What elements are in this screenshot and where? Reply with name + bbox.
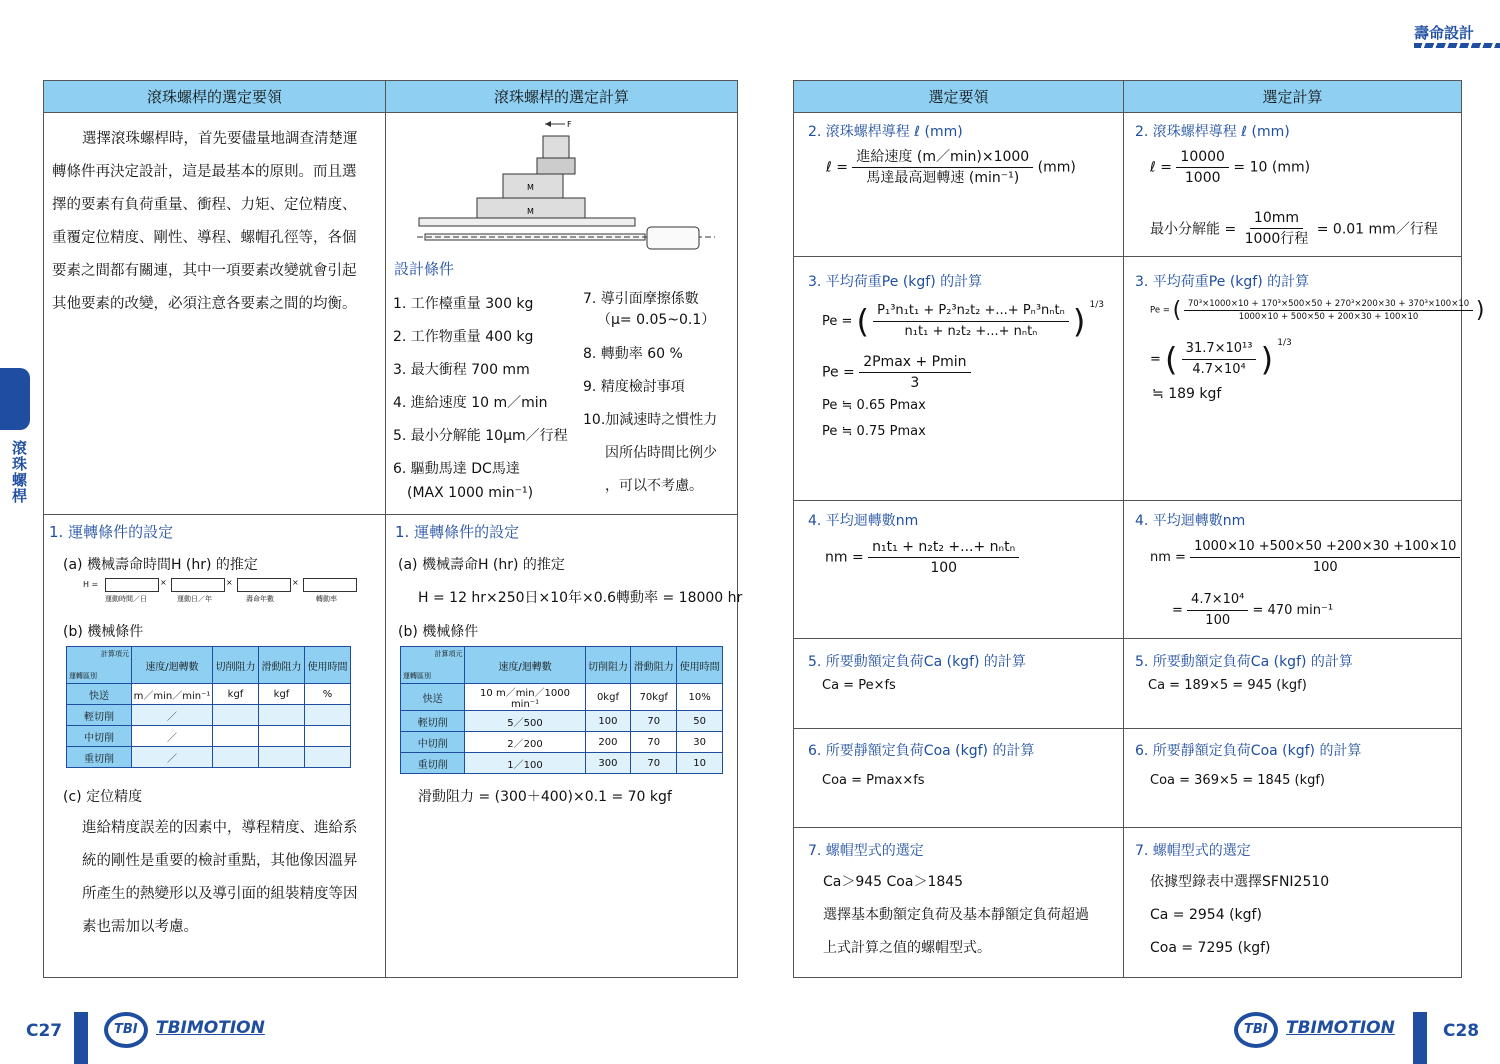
table-row (401, 711, 723, 732)
s6c-formula: Coa = 369×5 = 1845 (kgf) (1150, 773, 1326, 788)
intro-line: 要素之間都有關連，其中一項要素改變就會引起 (52, 263, 357, 279)
row-divider (793, 256, 1462, 257)
s1c-text (82, 812, 382, 944)
cell: % (305, 684, 351, 705)
s3c-title: 3. 平均荷重Pe (kgf) 的計算 (1135, 274, 1310, 290)
s5c-title: 5. 所要動額定負荷Ca (kgf) 的計算 (1135, 654, 1353, 670)
s5-title: 5. 所要動額定負荷Ca (kgf) 的計算 (808, 654, 1026, 670)
times: × (160, 578, 167, 587)
table-row (401, 684, 723, 711)
left-col1-header: 滾珠螺桿的選定要領 (43, 80, 386, 113)
fraction (868, 537, 1019, 578)
paren-right: ) (1260, 340, 1274, 379)
condition-item: 7. 導引面摩擦係數 (583, 291, 699, 307)
right-page-number: C28 (1443, 1021, 1480, 1041)
th-cut: 切削阻力 (213, 647, 259, 684)
denominator: 100 (930, 560, 958, 576)
box-label: 轉動率 (316, 595, 337, 603)
exponent: 1/3 (1277, 338, 1292, 348)
side-tab (0, 368, 30, 430)
table-row (67, 684, 351, 705)
condition-item: 6. 驅動馬達 DC馬達 (393, 461, 520, 477)
blank-box (303, 578, 357, 592)
table-row (401, 732, 723, 753)
cell (259, 747, 305, 768)
brand-name: TBIMOTION (1286, 1018, 1395, 1038)
table-row (67, 705, 351, 726)
formula-lhs: 最小分解能 = (1150, 221, 1237, 238)
numerator: 2Pmax + Pmin (859, 352, 970, 373)
condition-table-empty (66, 646, 351, 768)
table-row (401, 753, 723, 774)
cell: m／min／min⁻¹ (132, 684, 213, 705)
condition-item: 8. 轉動率 60 % (583, 346, 683, 362)
denominator: 馬達最高迴轉速 (min⁻¹) (866, 170, 1020, 186)
row-divider (793, 827, 1462, 828)
right-footer-bar (1413, 1012, 1427, 1064)
table-row (67, 747, 351, 768)
design-title: 設計條件 (394, 260, 455, 278)
intro-line: 其他要素的改變，必須注意各要素之間的均衡。 (52, 296, 357, 312)
guide-rail (419, 218, 635, 226)
denominator: 100 (1205, 613, 1231, 628)
cell (213, 705, 259, 726)
table-corner (67, 647, 132, 684)
paren-right: ) (1072, 302, 1086, 341)
cell (305, 705, 351, 726)
design-conditions-b (583, 288, 717, 503)
row-label: 快送 (67, 684, 132, 705)
table-corner (401, 647, 465, 684)
s3-formula1 (822, 300, 1104, 342)
s7c-title: 7. 螺帽型式的選定 (1135, 843, 1251, 859)
s7c-line: 依據型錄表中選擇SFNI2510 (1150, 874, 1330, 890)
numerator: 10mm (1250, 208, 1303, 229)
denominator: 100 (1312, 560, 1338, 575)
formula-lhs: H = (83, 580, 99, 589)
blank-box (105, 578, 159, 592)
cell: kgf (213, 684, 259, 705)
formula-lhs: ℓ = (826, 159, 848, 176)
paren-left: ( (1172, 298, 1182, 323)
s1c-line: 素也需加以考慮。 (82, 919, 198, 935)
fraction (1187, 590, 1248, 631)
fraction (1176, 147, 1229, 188)
denominator: 1000行程 (1244, 231, 1309, 247)
s3-formula2 (822, 352, 971, 393)
s5-formula: Ca = Pe×fs (822, 678, 896, 693)
s7-line: 上式計算之值的螺帽型式。 (823, 940, 991, 956)
s3c-formula2 (1150, 338, 1292, 380)
side-tab-label: 滾珠螺桿 (12, 439, 28, 505)
brand-name: TBIMOTION (156, 1018, 265, 1038)
s6-formula: Coa = Pmax×fs (822, 773, 925, 788)
cell: 10% (677, 684, 723, 711)
s7-line: 選擇基本動額定負荷及基本靜額定負荷超過 (823, 907, 1089, 923)
fraction (859, 352, 970, 393)
th-speed: 速度/迴轉數 (465, 647, 585, 684)
denominator: 3 (910, 375, 920, 391)
s7c-line: Ca = 2954 (kgf) (1150, 907, 1262, 923)
cell: kgf (259, 684, 305, 705)
fraction (873, 301, 1069, 342)
s4c-title: 4. 平均迴轉數nm (1135, 513, 1246, 529)
formula-rhs: = 10 (mm) (1233, 159, 1311, 176)
s4-title: 4. 平均迴轉數nm (808, 513, 919, 529)
header-stripes (1414, 43, 1500, 48)
condition-item: (MAX 1000 min⁻¹) (407, 485, 534, 501)
logo-mark: TBI (1244, 1022, 1268, 1037)
denominator: 1000×10 + 500×50 + 200×30 + 100×10 (1238, 312, 1419, 322)
condition-item: 5. 最小分解能 10μm／行程 (393, 428, 568, 444)
box-label: 壽命年數 (246, 595, 274, 603)
condition-item: ，可以不考慮。 (605, 478, 703, 494)
s2c-resolution (1150, 208, 1438, 249)
times: × (292, 578, 299, 587)
s3-title: 3. 平均荷重Pe (kgf) 的計算 (808, 274, 983, 290)
fraction (1190, 537, 1460, 578)
s5c-formula: Ca = 189×5 = 945 (kgf) (1148, 678, 1307, 693)
right-col2-header: 選定計算 (1123, 80, 1462, 113)
cell: 70 (631, 753, 677, 774)
s1c-title: (c) 定位精度 (63, 789, 143, 805)
s7c-lines (1150, 866, 1329, 965)
s1b-title: (b) 機械條件 (63, 624, 144, 640)
cell: 70 (631, 711, 677, 732)
s7c-line: Coa = 7295 (kgf) (1150, 940, 1271, 956)
spindle (543, 136, 569, 158)
formula-lhs: = (1150, 352, 1161, 367)
left-col2-header: 滾珠螺桿的選定計算 (385, 80, 738, 113)
blank-box (237, 578, 291, 592)
left-page-number: C27 (26, 1021, 63, 1041)
numerator: 1000×10 +500×50 +200×30 +100×10 (1190, 537, 1460, 558)
s1a-title: (a) 機械壽命時間H (hr) 的推定 (63, 557, 258, 573)
cell: 100 (585, 711, 631, 732)
corner-bottom: 運轉區別 (403, 672, 431, 680)
formula-rhs: = 470 min⁻¹ (1252, 603, 1334, 618)
c1-title: 1. 運轉條件的設定 (395, 523, 520, 541)
formula-lhs: Pe = (822, 364, 855, 381)
numerator: 31.7×10¹³ (1182, 339, 1257, 360)
s6c-title: 6. 所要靜額定負荷Coa (kgf) 的計算 (1135, 743, 1362, 759)
cell (259, 705, 305, 726)
c1a-title: (a) 機械壽命H (hr) 的推定 (398, 557, 565, 573)
cell (305, 726, 351, 747)
cell: 10 (677, 753, 723, 774)
s3c-result: ≒ 189 kgf (1152, 386, 1222, 402)
spindle-head (537, 158, 575, 174)
corner-bottom: 運轉區別 (69, 672, 97, 680)
cell: 50 (677, 711, 723, 732)
row-divider (793, 638, 1462, 639)
cell: 200 (585, 732, 631, 753)
numerator: P₁³n₁t₁ + P₂³n₂t₂ +...+ Pₙ³nₙtₙ (873, 301, 1069, 322)
cell: 70 (631, 732, 677, 753)
times: × (226, 578, 233, 587)
motor (647, 227, 699, 249)
s3c-formula1 (1150, 298, 1484, 323)
intro-paragraph (52, 123, 382, 321)
fraction (1182, 339, 1257, 380)
row-label: 快送 (401, 684, 465, 711)
row-label: 輕切削 (67, 705, 132, 726)
cell: 1／100 (465, 753, 585, 774)
cell (213, 726, 259, 747)
intro-line: 轉條件再決定設計，這是最基本的原則。而且選 (52, 164, 357, 180)
formula-lhs: Pe = (1150, 305, 1170, 316)
paren-left: ( (1165, 340, 1178, 379)
condition-item: 2. 工作物重量 400 kg (393, 329, 534, 345)
th-slide: 滑動阻力 (631, 647, 677, 684)
fraction (1184, 298, 1473, 323)
box-label: 運動時間／日 (105, 595, 147, 603)
mass-label: M (527, 183, 534, 192)
force-arrowhead (545, 121, 551, 127)
denominator: n₁t₁ + n₂t₂ +...+ nₙtₙ (904, 324, 1038, 339)
s3-approx: Pe ≒ 0.65 Pmax (822, 398, 926, 413)
condition-item: 4. 進給速度 10 m／min (393, 395, 548, 411)
cell: 300 (585, 753, 631, 774)
sliding-resistance: 滑動阻力 = (300＋400)×0.1 = 70 kgf (418, 789, 672, 805)
blank-box (171, 578, 225, 592)
s2c-formula (1150, 147, 1310, 188)
cell (305, 747, 351, 768)
left-logo (104, 1012, 274, 1052)
s7-line: Ca＞945 Coa＞1845 (823, 874, 964, 890)
condition-table-filled (400, 646, 723, 774)
th-speed: 速度/迴轉數 (132, 647, 213, 684)
row-label: 中切削 (401, 732, 465, 753)
s4c-formula (1150, 537, 1460, 578)
right-divider (1123, 112, 1124, 978)
s4c-result (1172, 590, 1333, 631)
s4-formula (825, 537, 1019, 578)
row-label: 重切削 (67, 747, 132, 768)
intro-line: 選擇滾珠螺桿時，首先要儘量地調查清楚運 (82, 131, 358, 147)
left-row-divider (43, 514, 738, 515)
intro-line: 重覆定位精度、剛性、導程、螺帽孔徑等，各個 (52, 230, 357, 246)
fraction (1241, 208, 1313, 249)
condition-item: 3. 最大衝程 700 mm (393, 362, 530, 378)
s2-formula (826, 147, 1076, 188)
row-label: 中切削 (67, 726, 132, 747)
formula-lhs: ℓ = (1150, 159, 1172, 176)
paren-right: ) (1475, 298, 1485, 323)
formula-unit: (mm) (1037, 159, 1076, 176)
force-label: F (567, 120, 572, 129)
cell: ／ (132, 705, 213, 726)
corner-top: 計算項元 (101, 650, 129, 658)
numerator: n₁t₁ + n₂t₂ +...+ nₙtₙ (868, 537, 1019, 558)
condition-item: 9. 精度檢討事項 (583, 379, 685, 395)
formula-rhs: = 0.01 mm／行程 (1316, 221, 1438, 238)
left-footer-bar (74, 1012, 88, 1064)
cell: 10 m／min／1000 min⁻¹ (465, 684, 585, 711)
s7-lines (823, 866, 1089, 965)
row-divider (793, 728, 1462, 729)
cell: ／ (132, 747, 213, 768)
th-slide: 滑動阻力 (259, 647, 305, 684)
numerator: 進給速度 (m／min)×1000 (852, 147, 1033, 168)
formula-lhs: nm = (1150, 550, 1186, 565)
section-title: 壽命設計 (1414, 24, 1475, 42)
cell: 2／200 (465, 732, 585, 753)
cell (259, 726, 305, 747)
life-formula-template (83, 578, 358, 604)
paren-left: ( (856, 302, 870, 341)
th-time: 使用時間 (677, 647, 723, 684)
cell: 70kgf (631, 684, 677, 711)
s6-title: 6. 所要靜額定負荷Coa (kgf) 的計算 (808, 743, 1035, 759)
condition-item: 1. 工作檯重量 300 kg (393, 296, 534, 312)
cell: 5／500 (465, 711, 585, 732)
s1-title: 1. 運轉條件的設定 (49, 523, 174, 541)
intro-line: 擇的要素有負荷重量、衝程、力矩、定位精度、 (52, 197, 357, 213)
c1b-title: (b) 機械條件 (398, 624, 479, 640)
th-time: 使用時間 (305, 647, 351, 684)
left-divider (385, 112, 386, 978)
condition-item: 10.加減速時之慣性力 (583, 412, 718, 428)
s1c-line: 統的剛性是重要的檢討重點，其他像因溫昇 (82, 853, 358, 869)
numerator: 10000 (1176, 147, 1229, 168)
machine-diagram (415, 118, 715, 258)
fraction (852, 147, 1033, 188)
formula-lhs: = (1172, 603, 1183, 618)
formula-lhs: Pe = (822, 314, 853, 329)
condition-item: 因所佔時間比例少 (605, 445, 717, 461)
denominator: 1000 (1184, 170, 1221, 186)
cell: 0kgf (585, 684, 631, 711)
denominator: 4.7×10⁴ (1192, 362, 1246, 377)
row-divider (793, 500, 1462, 501)
th-cut: 切削阻力 (585, 647, 631, 684)
table-row (67, 726, 351, 747)
s1c-line: 所產生的熱變形以及導引面的組裝精度等因 (82, 886, 358, 902)
formula-lhs: nm = (825, 549, 864, 566)
right-logo (1234, 1012, 1404, 1052)
cell: ／ (132, 726, 213, 747)
s2-title: 2. 滾珠螺桿導程 ℓ (mm) (808, 124, 963, 140)
s3-approx: Pe ≒ 0.75 Pmax (822, 424, 926, 439)
s1c-line: 進給精度誤差的因素中，導程精度、進給系 (82, 820, 358, 836)
c1a-calc: H = 12 hr×250日×10年×0.6轉動率 = 18000 hr (418, 590, 743, 606)
mass-label: M (527, 207, 534, 216)
box-label: 運動日／年 (177, 595, 212, 603)
corner-top: 計算項元 (434, 650, 463, 658)
numerator: 70³×1000×10 + 170³×500×50 + 270³×200×30 + 370³×100×10 (1184, 298, 1473, 311)
row-label: 輕切削 (401, 711, 465, 732)
cell: 30 (677, 732, 723, 753)
numerator: 4.7×10⁴ (1187, 590, 1248, 611)
s2c-title: 2. 滾珠螺桿導程 ℓ (mm) (1135, 124, 1290, 140)
row-label: 重切削 (401, 753, 465, 774)
cell (213, 747, 259, 768)
right-col1-header: 選定要領 (793, 80, 1124, 113)
condition-item: （μ= 0.05~0.1） (597, 312, 716, 328)
exponent: 1/3 (1089, 300, 1104, 310)
s7-title: 7. 螺帽型式的選定 (808, 843, 924, 859)
design-conditions-a (393, 288, 568, 500)
logo-mark: TBI (114, 1022, 138, 1037)
